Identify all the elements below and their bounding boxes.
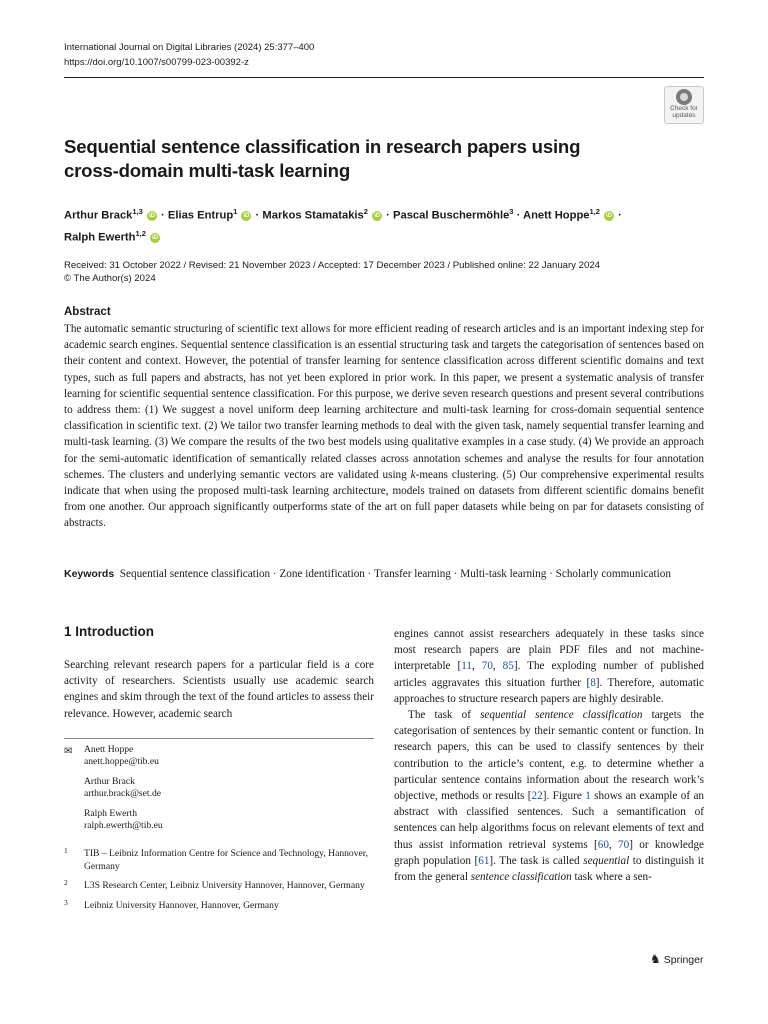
journal-citation: International Journal on Digital Libraries (2024) 25:377–400 (64, 42, 315, 53)
author-name[interactable]: Ralph Ewerth (64, 231, 136, 244)
text-run: , (492, 660, 503, 673)
intro-paragraph (394, 707, 704, 885)
text-run: The task of (408, 709, 481, 722)
intro-right-column (394, 626, 704, 885)
affiliation-text: TIB – Leibniz Information Centre for Science and Technology, Hannover, Germany (84, 848, 368, 872)
affiliation-number: 3 (64, 897, 68, 907)
author-affil-sup: 1 (233, 207, 238, 216)
author-separator: · (252, 209, 263, 222)
keywords-label: Keywords (64, 568, 115, 580)
author-name[interactable]: Anett Hoppe (523, 209, 590, 222)
text-run: ]. The exploding number of published articles aggravates this situation further [ (394, 660, 705, 689)
text-run: ]. Therefore, automatic approaches to structure research papers are highly desirable. (394, 676, 704, 705)
header-divider (64, 77, 704, 78)
abstract-body (64, 321, 704, 532)
contact-name: Arthur Brack (84, 776, 135, 787)
text-run: ]. Figure (542, 790, 586, 803)
text-run: engines cannot assist researchers adequately in these tasks since most research papers are plain PDF files and not machine-interpretable [ (394, 628, 704, 673)
correspondence-block (64, 744, 374, 840)
text-run: to distinguish it from the general (394, 854, 704, 884)
contact-email[interactable]: ralph.ewerth@tib.eu (84, 820, 163, 831)
check-updates-icon (676, 89, 692, 105)
orcid-icon[interactable]: iD (152, 234, 159, 241)
paper-title: Sequential sentence classification in research papers using cross-domain multi-task learning (64, 136, 581, 181)
affiliation-number: 2 (64, 878, 68, 887)
springer-horse-icon: ♞ (650, 952, 661, 966)
orcid-icon[interactable]: iD (148, 212, 155, 219)
author-affil-sup: 1,2 (589, 207, 600, 216)
affiliation-item (64, 897, 374, 913)
affiliation-text: L3S Research Center, Leibniz University Hannover, Hannover, Germany (84, 880, 365, 891)
author-name[interactable]: Elias Entrup (167, 209, 234, 222)
copyright-line: © The Author(s) 2024 (64, 273, 156, 284)
envelope-icon: ✉ (64, 746, 73, 757)
contact-entry (84, 744, 374, 768)
citation-link[interactable]: 70 (618, 838, 630, 851)
orcid-icon[interactable]: iD (606, 212, 613, 219)
affiliation-item (64, 880, 374, 893)
publisher-name: Springer (663, 954, 704, 966)
check-for-updates-badge[interactable] (664, 86, 704, 124)
author-separator: · (383, 209, 394, 222)
citation-link[interactable]: 85 (502, 660, 514, 673)
citation-link[interactable]: 61 (478, 854, 490, 867)
footnote-divider (64, 738, 374, 739)
text-run: , (471, 660, 482, 673)
text-run: targets the categorisation of sentences by their semantic content or function. In research papers, this can be used to classify sentences by their contribution to the article’s content, e.g. to determine whether a particular sentence contains information about the research work’s objective, methods or results [ (394, 709, 704, 803)
journal-header (64, 40, 314, 70)
author-affil-sup: 1,3 (132, 207, 143, 216)
orcid-icon[interactable]: iD (374, 212, 381, 219)
author-affil-sup: 2 (363, 207, 368, 216)
check-updates-label-2: updates (672, 112, 696, 119)
affiliations-list (64, 848, 374, 919)
abstract-text-part: -means clustering. (5) Our comprehensive experimental results indicate that when using the proposed multi-task learning architecture, models trained on datasets from different scientific domains benefit from one another. Our approach significantly outperforms state of the art on full paper datasets while being on par for datasets consisting of abstracts. (64, 468, 704, 530)
author-separator: · (157, 209, 168, 222)
contact-email[interactable]: arthur.brack@set.de (84, 788, 162, 799)
author-affil-sup: 1,2 (135, 228, 146, 238)
author-list (64, 203, 704, 246)
citation-link[interactable]: 70 (481, 660, 493, 673)
author-separator: · (513, 209, 523, 222)
italic-term: sequential (583, 854, 630, 867)
contact-name: Anett Hoppe (84, 744, 134, 755)
contact-email[interactable]: anett.hoppe@tib.eu (84, 756, 159, 767)
affiliation-text: Leibniz University Hannover, Hannover, Germany (84, 899, 279, 911)
author-affil-sup: 3 (509, 207, 514, 216)
doi-link[interactable]: https://doi.org/10.1007/s00799-023-00392-z (64, 57, 249, 68)
text-run: ]. The task is called (489, 854, 584, 867)
abstract-heading: Abstract (64, 306, 111, 318)
author-name[interactable]: Arthur Brack (64, 209, 133, 222)
section-heading-introduction: 1 Introduction (64, 624, 154, 639)
affiliation-number: 1 (64, 846, 68, 855)
orcid-icon[interactable]: iD (243, 212, 250, 219)
citation-link[interactable]: 60 (597, 838, 609, 851)
contact-name: Ralph Ewerth (84, 808, 138, 819)
text-run: ] or knowledge graph population [ (394, 838, 705, 867)
author-name[interactable]: Markos Stamatakis (262, 209, 364, 222)
check-updates-label-1: Check for (670, 105, 698, 112)
citation-link[interactable]: 11 (461, 660, 472, 673)
keywords-text: Sequential sentence classification · Zone identification · Transfer learning · Multi-task learning · Scholarly communication (119, 568, 671, 580)
text-run: , (608, 838, 619, 851)
contact-entry (84, 776, 374, 800)
publisher-footer (650, 952, 703, 966)
citation-link[interactable]: 8 (590, 676, 596, 689)
italic-term: sequential sentence classification (480, 709, 643, 722)
keywords-block (64, 566, 704, 582)
author-separator: · (615, 209, 622, 222)
date-history: Received: 31 October 2022 / Revised: 21 November 2023 / Accepted: 17 December 2023 / Published online: 22 January 2024 (64, 260, 600, 271)
intro-left-paragraph: Searching relevant research papers for a particular field is a core activity of researchers. Scientists usually use academic search engines and skim through the text of the found articles to assess their relevance. However, academic search (64, 659, 374, 720)
text-run: shows an example of an abstract with classified sentences. Such a semantification of sentences can help algorithms focus on relevant elements of text and thus assist information retrieval systems [ (394, 790, 704, 851)
italic-term: sentence classification (470, 871, 572, 884)
citation-link[interactable]: 22 (531, 790, 543, 803)
text-run: task where a sen- (571, 871, 652, 884)
figure-link[interactable]: 1 (585, 790, 591, 803)
contact-entry (84, 808, 374, 832)
author-name[interactable]: Pascal Buschermöhle (393, 209, 510, 222)
intro-paragraph (394, 626, 704, 707)
abstract-text-part: The automatic semantic structuring of scientific text allows for more efficient reading of research articles and is an important indexing step for academic search engines. Sequential sentence classification is an essential structuring task and targets the categorisation of sentences based on their content and context. However, the potential of transfer learning for sentence classification across different scientific domains and text types, such as full papers and abstracts, has not yet been explored in prior work. In this paper, we present a systematic analysis of transfer learning for scientific sequential sentence classification. For this purpose, we derive seven research questions and present several contributions to address them: (1) We suggest a novel uniform deep learning architecture and multi-task learning for cross-domain sequential sentence classification in scientific text. (2) We tailor two transfer learning methods to deal with the given task, namely sequential transfer learning and multi-task learning. (3) We compare the results of the two best models using qualitative examples in a case study. (4) We provide an approach for the semi-automatic identification of semantically related classes across annotation schemes and analyse the results for four annotation schemes. The clusters and underlying semantic vectors are validated using (64, 323, 704, 481)
abstract-italic-k: k (410, 468, 416, 481)
publication-dates (64, 259, 600, 285)
affiliation-item (64, 848, 374, 873)
